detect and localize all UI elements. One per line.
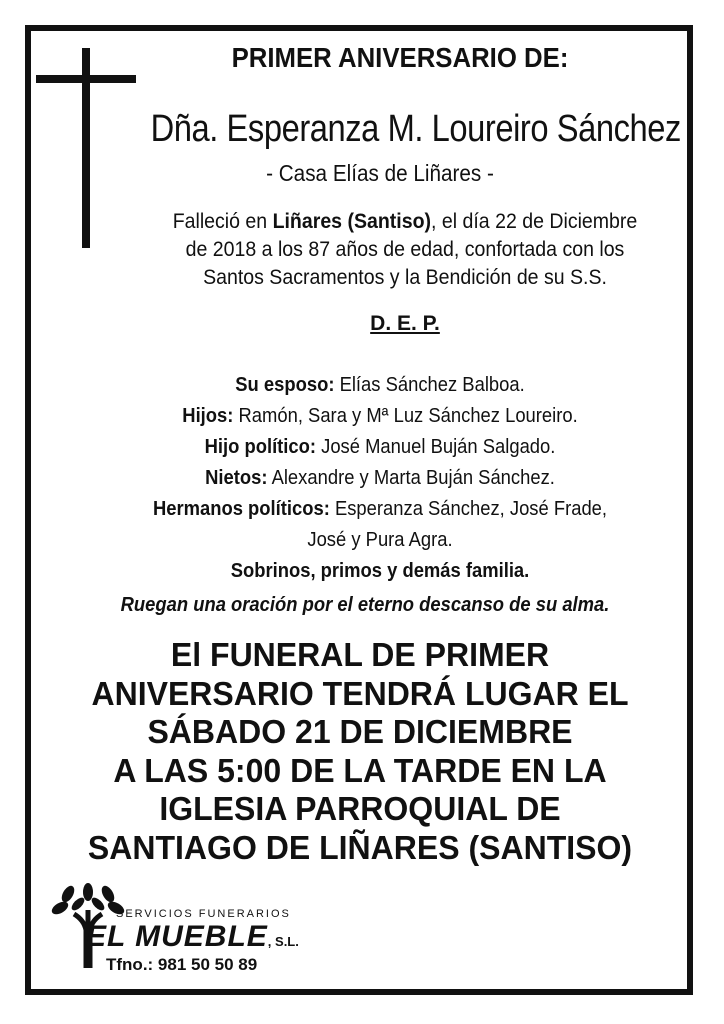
services-label: SERVICIOS FUNERARIOS (116, 908, 291, 920)
inlaw-line: Hijo político: José Manuel Buján Salgado. (204, 436, 556, 458)
funeral-announcement: El FUNERAL DE PRIMER ANIVERSARIO TENDRÁ LUGAR EL SÁBADO 21 DE DICIEMBRE A LAS 5:00 DE LA TARDE EN LA IGLESIA PARROQUIAL DE SANTIAGO DE LIÑARES (SANTISO) (87, 636, 633, 866)
phone-number: Tfno.: 981 50 50 89 (106, 955, 258, 974)
children-line: Hijos: Ramón, Sara y Mª Luz Sánchez Loureiro. (182, 405, 578, 427)
funeral-home-name: EL MUEBLE, S.L. (86, 920, 299, 953)
others-line: Sobrinos, primos y demás familia. (230, 560, 530, 582)
siblings-line-2: José y Pura Agra. (307, 529, 453, 551)
deceased-name: Dña. Esperanza M. Loureiro Sánchez (150, 108, 681, 150)
siblings-line: Hermanos políticos: Esperanza Sánchez, José Frade, (152, 498, 608, 520)
dep-text: D. E. P. (370, 312, 440, 335)
grandchildren-line: Nietos: Alexandre y Marta Buján Sánchez. (205, 467, 555, 489)
death-place: Liñares (Santiso) (272, 210, 432, 233)
death-details: Falleció en Liñares (Santiso), el día 22 de Diciembre de 2018 a los 87 años de edad, confortada con los Santos Sacramentos y la Bendición de su S.S. (172, 210, 638, 289)
notice-heading: PRIMER ANIVERSARIO DE: (231, 42, 569, 73)
house-name: - Casa Elías de Liñares - (266, 160, 494, 186)
prayer-request: Ruegan una oración por el eterno descanso de su alma. (120, 594, 610, 616)
family-list (86, 370, 675, 587)
spouse-line: Su esposo: Elías Sánchez Balboa. (235, 374, 525, 396)
